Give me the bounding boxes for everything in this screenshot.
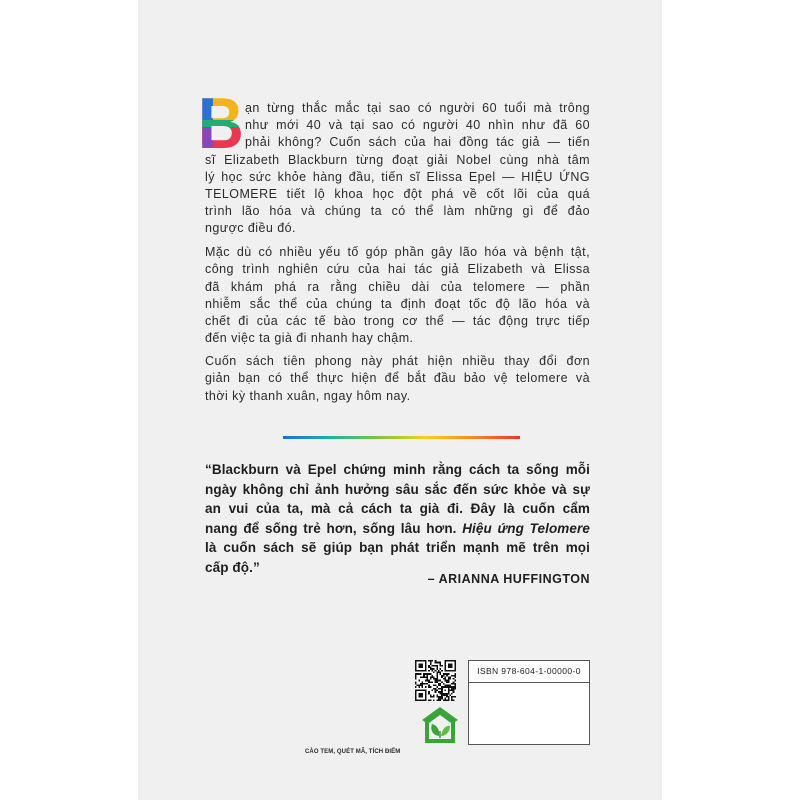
quote-line: an vui của ta, mà cả cách ta già đi. Đây là cuốn cẩm (205, 501, 590, 516)
quote-line: là cuốn sách sẽ giúp bạn phát triển mạnh mẽ trên mọi (205, 540, 590, 555)
barcode-area (469, 683, 589, 744)
quote-line (205, 519, 590, 539)
blurb-line: như mới 40 và tại sao có người 40 nhìn như đã 60 (245, 118, 590, 133)
blurb-line: đã khám phá ra rằng chiều dài của telomere — phần (205, 279, 590, 294)
blurb-line: ạn từng thắc mắc tại sao có người 60 tuổi mà trông (245, 101, 590, 115)
blurb-line: Cuốn sách tiên phong này phát hiện nhiều thay đổi đơn (205, 354, 590, 369)
quote-line: cấp độ.” (205, 559, 260, 575)
blurb-line: trình lão hóa và chúng ta có thể làm những gì để đảo (205, 204, 590, 219)
blurb-line: nhiễm sắc thể của chúng ta định đoạt tốc độ lão hóa và (205, 296, 590, 311)
blurb-line: đến việc ta già đi nhanh hay chậm. (205, 331, 414, 346)
book-title-italic: Hiệu ứng Telomere (462, 520, 590, 536)
promo-text: CÀO TEM, QUÉT MÃ, TÍCH ĐIỂM (305, 749, 401, 755)
qr-code-icon (415, 660, 456, 701)
quote-line-text: nang để sống trẻ hơn, sống lâu hơn. (205, 520, 457, 536)
blurb-paragraph-3 (205, 353, 590, 405)
drop-cap: B (198, 84, 244, 164)
publisher-logo-icon (420, 705, 460, 745)
blurb-line: giản bạn có thể thực hiện để bắt đầu bảo vệ telomere và (205, 371, 590, 386)
blurb-line: sĩ Elizabeth Blackburn từng đoạt giải Nobel cùng nhà tâm (205, 152, 590, 167)
blurb-line: TELOMERE tiết lộ khoa học đột phá về cốt lõi của quá (205, 186, 590, 201)
quote-line: “Blackburn và Epel chứng minh rằng cách ta sống mỗi (205, 462, 590, 477)
qr-modules (415, 660, 456, 701)
blurb-line: phải không? Cuốn sách của hai đồng tác giả — tiến (245, 135, 590, 150)
book-back-cover (138, 0, 662, 800)
blurb-line: thời kỳ thanh xuân, ngay hôm nay. (205, 388, 411, 403)
blurb-line: công trình nghiên cứu của hai tác giả Elizabeth và Elissa (205, 262, 590, 277)
quote-line: ngày không chỉ ảnh hưởng sâu sắc đến sức khỏe và sự (205, 481, 590, 497)
endorsement-quote (205, 460, 590, 577)
blurb (205, 100, 590, 405)
blurb-paragraph-2 (205, 244, 590, 347)
isbn-label: ISBN 978-604-1-00000-0 (469, 661, 589, 683)
blurb-line: chết đi của các tế bào trong cơ thể — tác động trực tiếp (205, 314, 590, 329)
blurb-line: Mặc dù có nhiều yếu tố góp phần gây lão hóa và bệnh tật, (205, 245, 590, 260)
barcode-box (468, 660, 590, 745)
blurb-line: lý học sức khỏe hàng đầu, tiến sĩ Elissa Epel — HIỆU ỨNG (205, 169, 590, 184)
blurb-line: ngược điều đó. (205, 221, 296, 236)
quote-attribution: – ARIANNA HUFFINGTON (427, 572, 590, 586)
rainbow-divider (283, 436, 520, 439)
blurb-paragraph-1 (205, 100, 590, 238)
